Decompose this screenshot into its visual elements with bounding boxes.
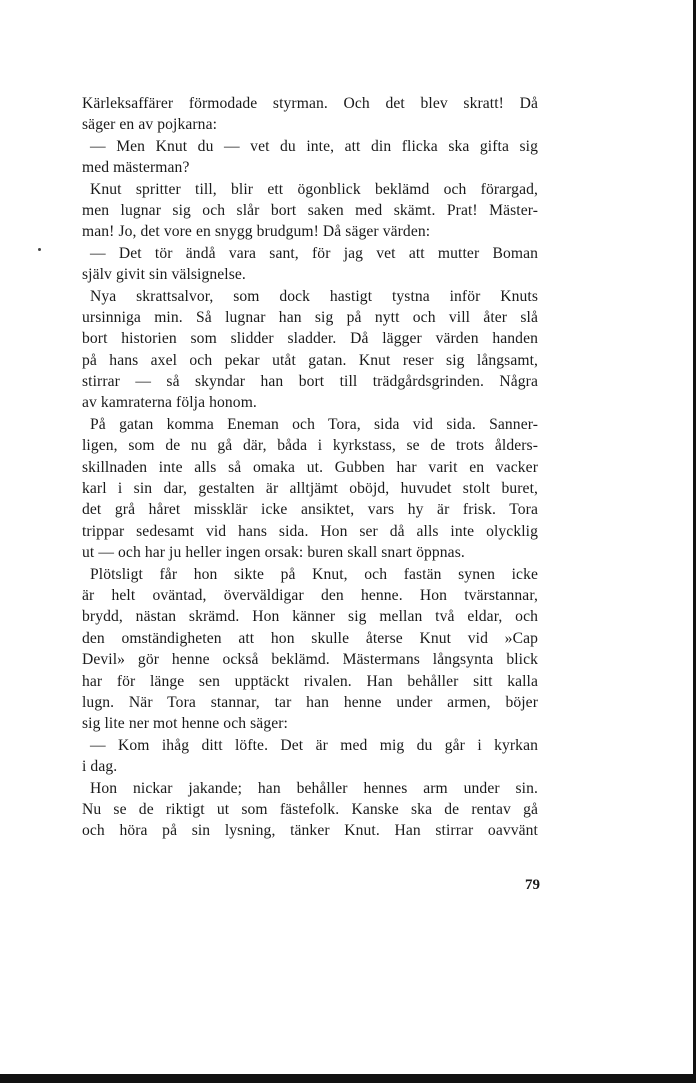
text-line: — Det tör ändå vara sant, för jag vet att mutter Boman (90, 244, 538, 262)
text-line: trippar sedesamt vid hans sida. Hon ser då alls inte olycklig (82, 522, 538, 540)
text-line: — Men Knut du — vet du inte, att din flicka ska gifta sig (90, 137, 538, 155)
text-line: Nu se de riktigt ut som fästefolk. Kanske ska de rentav gå (82, 800, 538, 818)
text-line: är helt oväntad, överväldigar den henne. Hon tvärstannar, (82, 586, 538, 604)
body-text (82, 93, 538, 842)
text-line: men lugnar sig och slår bort saken med skämt. Prat! Mäster- (82, 201, 538, 219)
text-line: säger en av pojkarna: (82, 116, 218, 134)
text-line: karl i sin dar, gestalten är alltjämt oböjd, huvudet stolt buret, (82, 480, 538, 498)
text-line: Hon nickar jakande; han behåller hennes arm under sin. (90, 779, 538, 797)
text-line: Plötsligt får hon sikte på Knut, och fastän synen icke (90, 565, 538, 583)
text-line: Kärleksaffärer förmodade styrman. Och det blev skratt! Då (82, 95, 538, 112)
text-line: med mästerman? (82, 159, 190, 177)
text-line: på hans axel och pekar utåt gatan. Knut reser sig långsamt, (82, 351, 538, 369)
text-line: av kamraterna följa honom. (82, 394, 257, 412)
page-number: 79 (525, 877, 540, 893)
text-line: brydd, nästan skrämd. Hon känner sig mellan två eldar, och (82, 608, 538, 626)
text-line: Knut spritter till, blir ett ögonblick beklämd och förargad, (90, 180, 538, 198)
text-line: den omständigheten att hon skulle återse Knut vid »Cap (82, 629, 538, 647)
text-line: bort historien som slidder sladder. Då lägger värden handen (82, 330, 538, 348)
text-line: i dag. (82, 758, 118, 776)
text-line: man! Jo, det vore en snygg brudgum! Då säger värden: (82, 223, 431, 241)
scan-edge-bottom (0, 1074, 696, 1083)
text-line: ut — och har ju heller ingen orsak: buren skall snart öppnas. (82, 544, 465, 562)
text-line: det grå håret missklär icke ansiktet, vars hy är frisk. Tora (82, 501, 538, 519)
text-line: själv givit sin välsignelse. (82, 266, 246, 284)
text-line: har för länge sen upptäckt rivalen. Han behåller sitt kalla (82, 672, 538, 690)
text-line: Nya skrattsalvor, som dock hastigt tystna inför Knuts (90, 287, 538, 305)
text-line: skillnaden inte alls så omaka ut. Gubben har varit en vacker (82, 458, 538, 476)
text-line: lugn. När Tora stannar, tar han henne under armen, böjer (82, 693, 538, 711)
text-line: och höra på sin lysning, tänker Knut. Han stirrar oavvänt (82, 822, 538, 840)
text-line: ligen, som de nu gå där, båda i kyrkstass, se de trots ålders- (82, 437, 538, 455)
scan-speck (38, 248, 41, 251)
text-line: Devil» gör henne också beklämd. Mästermans långsynta blick (82, 651, 538, 669)
text-line: På gatan komma Eneman och Tora, sida vid sida. Sanner- (90, 415, 538, 433)
text-line: — Kom ihåg ditt löfte. Det är med mig du går i kyrkan (90, 736, 538, 754)
text-line: ursinniga min. Så lugnar han sig på nytt och vill åter slå (82, 308, 538, 326)
text-line: stirrar — så skyndar han bort till trädgårdsgrinden. Några (82, 373, 538, 391)
text-line: sig lite ner mot henne och säger: (82, 715, 288, 733)
